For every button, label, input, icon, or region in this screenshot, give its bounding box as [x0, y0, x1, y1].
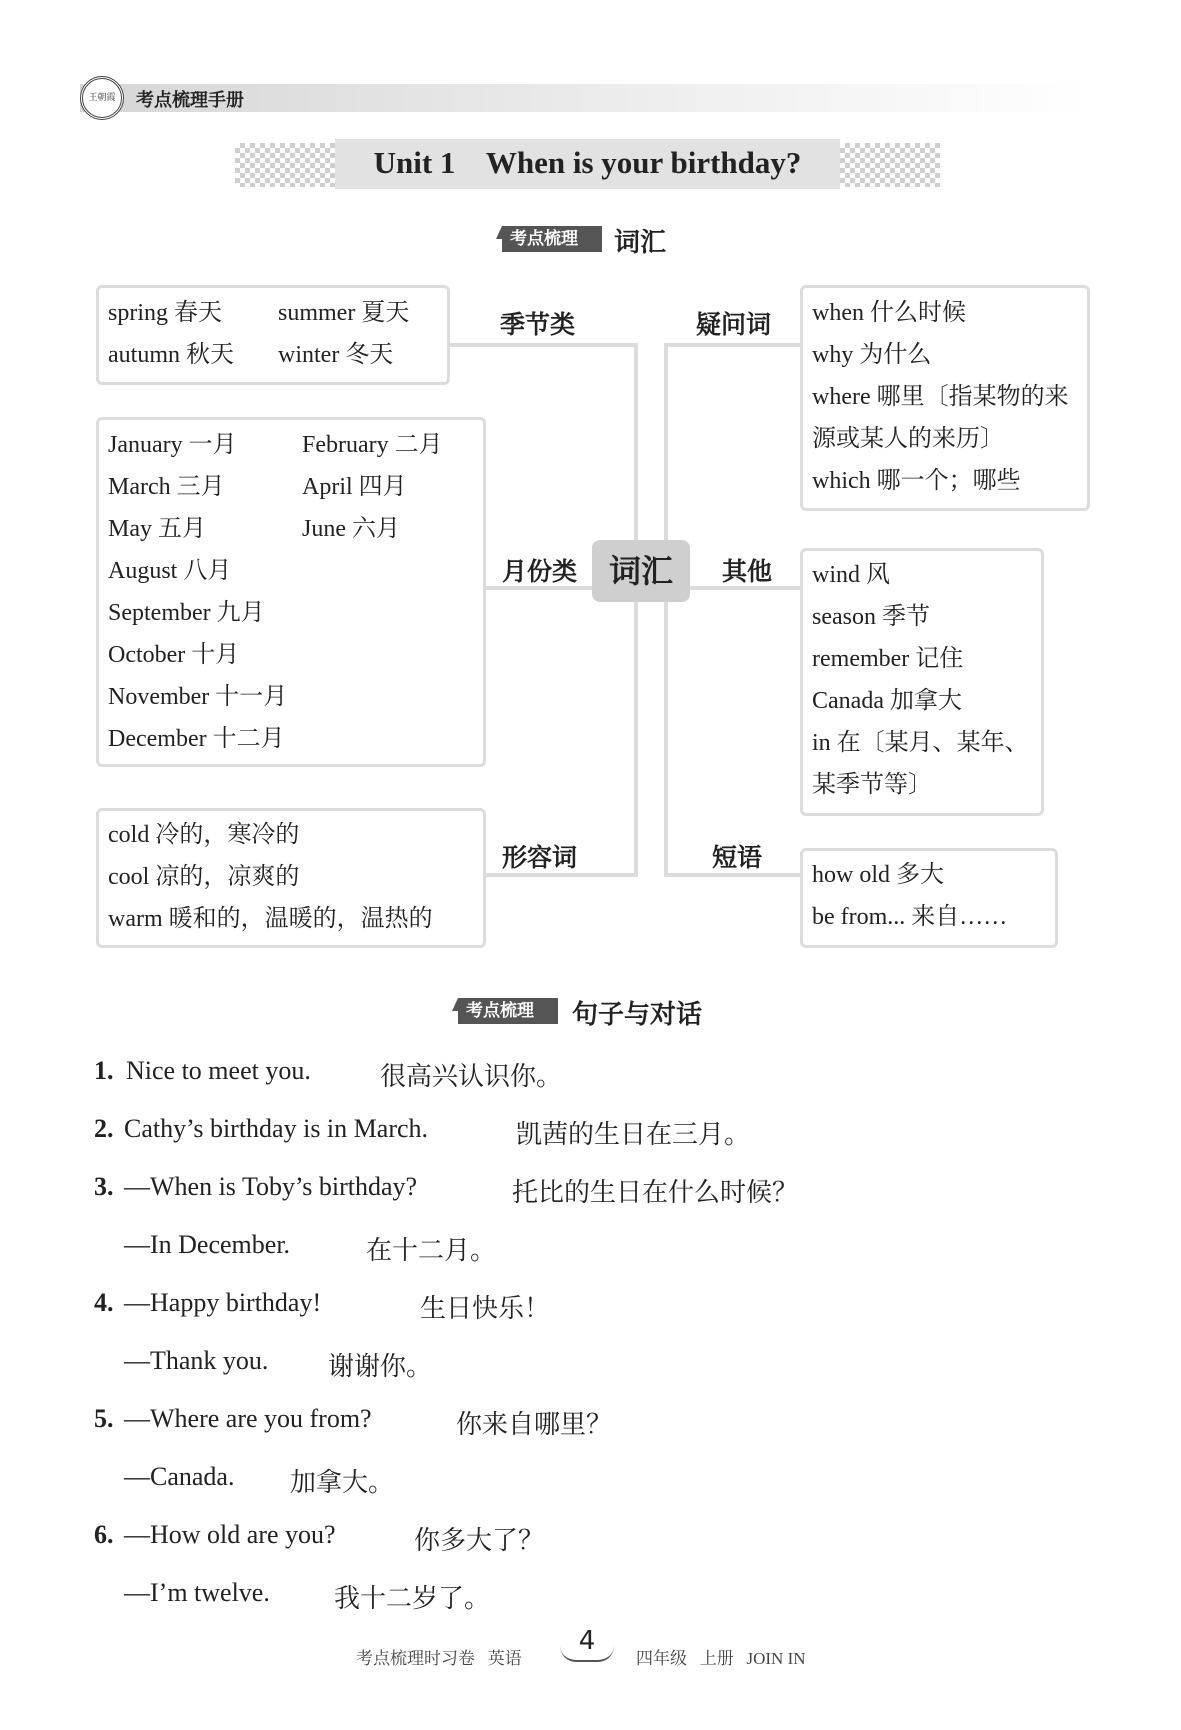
page-number: 4	[578, 1626, 596, 1656]
center-node-vocab: 词汇	[592, 540, 690, 602]
category-label-phrases: 短语	[712, 843, 763, 872]
vocab-item: in 在〔某月、某年、某季节等〕	[812, 730, 1029, 798]
vocab-item: May 五月	[108, 516, 206, 542]
banner-pattern-left	[235, 143, 335, 187]
category-label-seasons: 季节类	[500, 310, 576, 339]
sentence-section-tag: 考点梳理	[458, 998, 558, 1024]
category-label-months: 月份类	[502, 557, 578, 586]
sentence-number: 4.	[94, 1288, 114, 1317]
sentence-english: —I’m twelve.	[124, 1578, 270, 1607]
sentence-english: —Thank you.	[124, 1346, 269, 1375]
sentence-number: 3.	[94, 1172, 114, 1201]
vocab-item: where 哪里〔指某物的来源或某人的来历〕	[812, 384, 1069, 452]
category-label-question-words: 疑问词	[696, 310, 772, 339]
vocab-item: warm 暖和的，温暖的，温热的	[108, 906, 433, 932]
sentence-chinese: 谢谢你。	[328, 1352, 433, 1381]
vocab-item: be from... 来自……	[812, 904, 1008, 930]
sentence-english: —How old are you?	[124, 1520, 336, 1549]
vocab-item: why 为什么	[812, 342, 932, 368]
unit-title: Unit 1 When is your birthday?	[373, 145, 802, 180]
sentence-chinese: 我十二岁了。	[334, 1584, 491, 1613]
vocab-item: April 四月	[302, 474, 407, 500]
sentence-number: 5.	[94, 1404, 114, 1433]
vocab-item: Canada 加拿大	[812, 688, 962, 714]
vocab-item: wind 风	[812, 562, 890, 588]
banner-pattern-right	[840, 143, 940, 187]
category-label-adjectives: 形容词	[502, 843, 578, 872]
connector-seasons	[440, 343, 638, 347]
vocab-item: March 三月	[108, 474, 225, 500]
page-number-arc	[560, 1646, 614, 1662]
vocab-item: September 九月	[108, 600, 265, 626]
sentence-number: 2.	[94, 1114, 114, 1143]
publisher-logo-icon: 王朝霞	[80, 76, 124, 120]
connector-left-trunk	[634, 343, 638, 877]
sentence-chinese: 你来自哪里？	[456, 1410, 613, 1439]
footer-right-text: 四年级 上册 JOIN IN	[636, 1649, 806, 1668]
handbook-title: 考点梳理手册	[136, 90, 244, 111]
sentence-number: 6.	[94, 1520, 114, 1549]
footer-left-text: 考点梳理时习卷 英语	[356, 1649, 522, 1668]
vocab-section-title: 词汇	[614, 228, 667, 258]
connector-question-words	[664, 343, 800, 347]
vocab-item: February 二月	[302, 432, 443, 458]
sentence-english: —Canada.	[124, 1462, 235, 1491]
vocab-item: autumn 秋天	[108, 342, 234, 368]
category-label-others: 其他	[722, 557, 773, 586]
sentence-chinese: 在十二月。	[366, 1236, 497, 1265]
sentence-chinese: 凯茜的生日在三月。	[516, 1120, 751, 1149]
sentence-section-title: 句子与对话	[572, 1000, 703, 1030]
vocab-item: cold 冷的，寒冷的	[108, 822, 300, 848]
sentence-english: Nice to meet you.	[126, 1056, 311, 1085]
sentence-english: —Where are you from?	[124, 1404, 372, 1433]
connector-right-trunk	[664, 343, 668, 877]
sentence-english: Cathy’s birthday is in March.	[124, 1114, 429, 1143]
sentence-chinese: 托比的生日在什么时候？	[512, 1178, 799, 1207]
vocab-section-tag: 考点梳理	[502, 226, 602, 252]
sentence-chinese: 加拿大。	[290, 1468, 395, 1497]
vocab-item: November 十一月	[108, 684, 288, 710]
vocab-item: October 十月	[108, 642, 240, 668]
vocab-item: January 一月	[108, 432, 237, 458]
vocab-item: which 哪一个；哪些	[812, 468, 1021, 494]
sentence-chinese: 生日快乐！	[420, 1294, 551, 1323]
sentence-chinese: 你多大了？	[414, 1526, 545, 1555]
sentence-english: —In December.	[124, 1230, 291, 1259]
vocab-item: winter 冬天	[278, 342, 394, 368]
vocab-item: when 什么时候	[812, 300, 966, 326]
vocab-item: cool 凉的，凉爽的	[108, 864, 300, 890]
sentence-english: —Happy birthday!	[124, 1288, 322, 1317]
vocab-item: how old 多大	[812, 862, 944, 888]
sentence-number: 1.	[94, 1056, 114, 1085]
vocab-item: December 十二月	[108, 726, 285, 752]
vocab-item: August 八月	[108, 558, 232, 584]
vocab-item: remember 记住	[812, 646, 964, 672]
vocab-item: spring 春天	[108, 300, 222, 326]
sentence-chinese: 很高兴认识你。	[380, 1062, 563, 1091]
vocab-item: summer 夏天	[278, 300, 410, 326]
sentence-english: —When is Toby’s birthday?	[124, 1172, 418, 1201]
vocab-item: season 季节	[812, 604, 930, 630]
vocab-item: June 六月	[302, 516, 400, 542]
